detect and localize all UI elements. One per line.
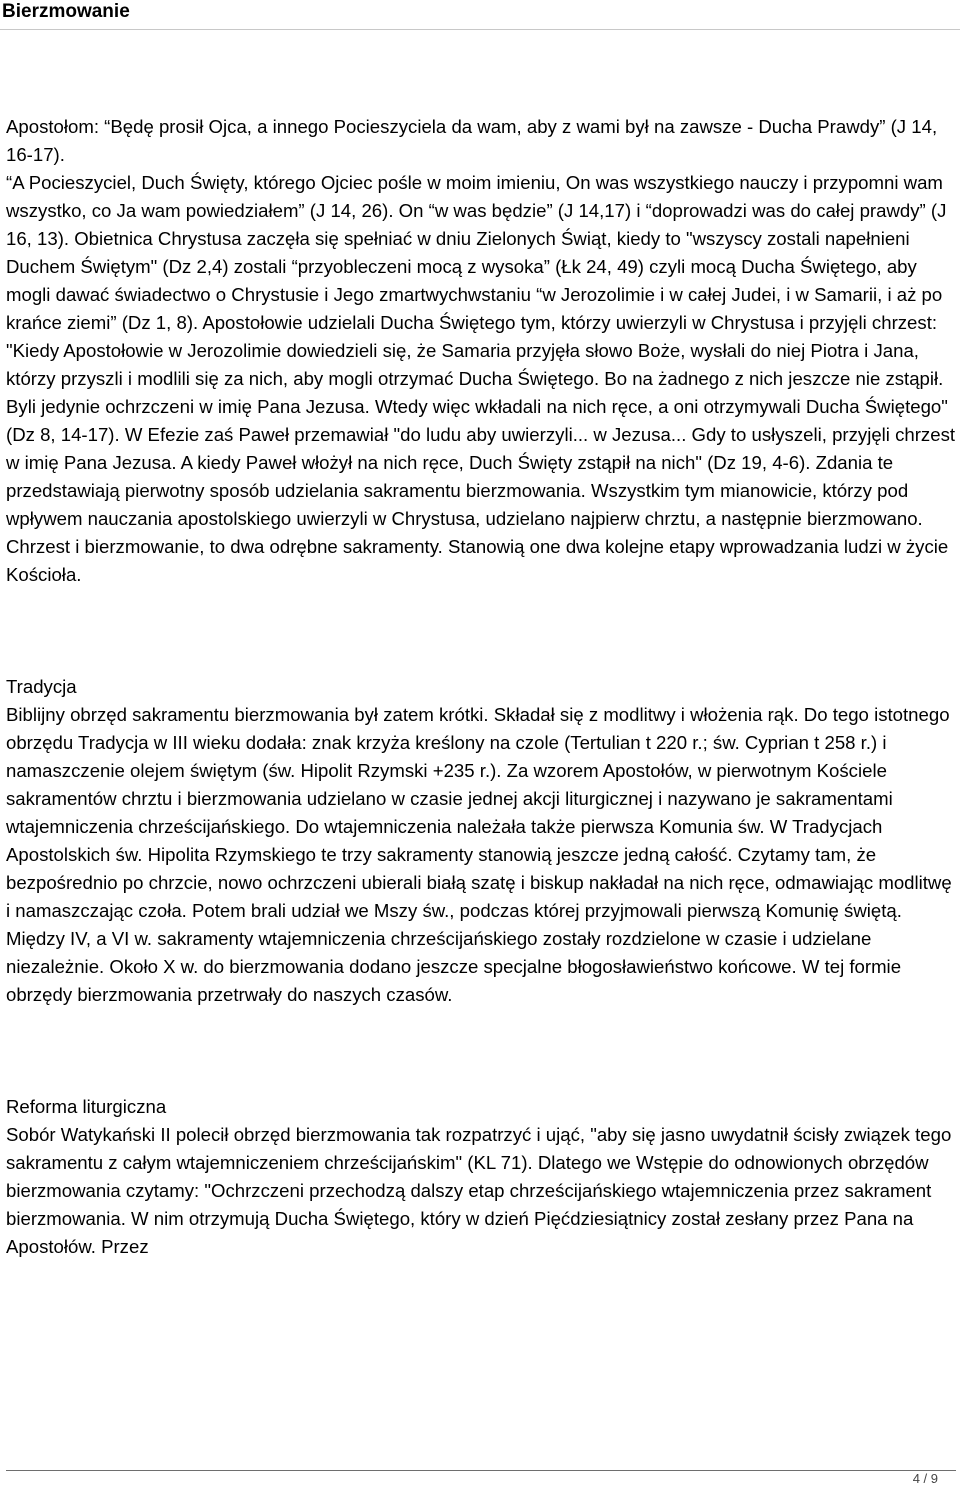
intro-paragraph-1: Apostołom: “Będę prosił Ojca, a innego Pocieszyciela da wam, aby z wami był na zawsze - Ducha Prawdy” (J 14, 16-17). — [6, 116, 938, 165]
reforma-section — [6, 1093, 956, 1261]
section-gap — [6, 589, 956, 673]
intro-section — [6, 113, 956, 589]
tradycja-paragraph: Biblijny obrzęd sakramentu bierzmowania był zatem krótki. Składał się z modlitwy i włożenia rąk. Do tego istotnego obrzędu Tradycja w III wieku dodała: znak krzyża kreślony na czole (Tertulian t 220 r.; św. Cyprian t 258 r.) i namaszczenie olejem świętym (św. Hipolit Rzymski +235 r.). Za wzorem Apostołów, w pierwotnym Kościele sakramentów chrztu i bierzmowania udzielano w czasie jednej akcji liturgicznej i nazywano je sakramentami wtajemniczenia chrześcijańskiego. Do wtajemniczenia należała także pierwsza Komunia św. W Tradycjach Apostolskich św. Hipolita Rzymskiego te trzy sakramenty stanowią jeszcze jedną całość. Czytamy tam, że bezpośrednio po chrzcie, nowo ochrzczeni ubierali białą szatę i biskup nakładał na nich ręce, odmawiając modlitwę i namaszczając czoła. Potem brali udział we Mszy św., podczas której przyjmowali pierwszą Komunię świętą. Między IV, a VI w. sakramenty wtajemniczenia chrześcijańskiego zostały rozdzielone w czasie i udzielane niezależnie. Około X w. do bierzmowania dodano jeszcze specjalne błogosławieństwo końcowe. W tej formie obrzędy bierzmowania przetrwały do naszych czasów. — [6, 704, 952, 1005]
section-heading-tradycja: Tradycja — [6, 676, 77, 697]
page-number: 4 / 9 — [912, 1471, 938, 1486]
reforma-paragraph: Sobór Watykański II polecił obrzęd bierzmowania tak rozpatrzyć i ująć, "aby się jasno uwydatnił ścisły związek tego sakramentu z całym wtajemniczeniem chrześcijańskim" (KL 71). Dlatego we Wstępie do odnowionych obrzędów bierzmowania czytamy: "Ochrzczeni przechodzą dalszy etap chrześcijańskiego wtajemniczenia przez sakrament bierzmowania. W nim otrzymują Ducha Świętego, który w dzień Pięćdziesiątnicy został zesłany przez Pana na Apostołów. Przez — [6, 1124, 952, 1257]
section-gap — [6, 1009, 956, 1093]
footer-divider — [6, 1470, 956, 1471]
document-title: Bierzmowanie — [2, 1, 130, 22]
document-body — [6, 113, 956, 1261]
header-bar — [0, 0, 960, 30]
tradycja-section — [6, 673, 956, 1009]
intro-paragraph-2: “A Pocieszyciel, Duch Święty, którego Ojciec pośle w moim imieniu, On was wszystkiego nauczy i przypomni wam wszystko, co Ja wam powiedziałem” (J 14, 26). On “w was będzie” (J 14,17) i “doprowadzi was do całej prawdy” (J 16, 13). Obietnica Chrystusa zaczęła się spełniać w dniu Zielonych Świąt, kiedy to "wszyscy zostali napełnieni Duchem Świętym" (Dz 2,4) zostali “przyobleczeni mocą z wysoka” (Łk 24, 49) czyli mocą Ducha Świętego, aby mogli dawać świadectwo o Chrystusie i Jego zmartwychwstaniu “w Jerozolimie i w całej Judei, i w Samarii, i aż po krańce ziemi” (Dz 1, 8). Apostołowie udzielali Ducha Świętego tym, którzy uwierzyli w Chrystusa i przyjęli chrzest: "Kiedy Apostołowie w Jerozolimie dowiedzieli się, że Samaria przyjęła słowo Boże, wysłali do niej Piotra i Jana, którzy przyszli i modlili się za nich, aby mogli otrzymać Ducha Świętego. Bo na żadnego z nich jeszcze nie zstąpił. Byli jedynie ochrzczeni w imię Pana Jezusa. Wtedy więc wkładali na nich ręce, a oni otrzymywali Ducha Świętego" (Dz 8, 14-17). W Efezie zaś Paweł przemawiał "do ludu aby uwierzyli... w Jezusa... Gdy to usłyszeli, przyjęli chrzest w imię Pana Jezusa. A kiedy Paweł włożył na nich ręce, Duch Święty zstąpił na nich" (Dz 19, 4-6). Zdania te przedstawiają pierwotny sposób udzielania sakramentu bierzmowania. Wszystkim tym mianowicie, którzy pod wpływem nauczania apostolskiego uwierzyli w Chrystusa, udzielano najpierw chrztu, a następnie bierzmowano. Chrzest i bierzmowanie, to dwa odrębne sakramenty. Stanowią one dwa kolejne etapy wprowadzania ludzi w życie Kościoła. — [6, 172, 956, 585]
section-heading-reforma: Reforma liturgiczna — [6, 1096, 167, 1117]
